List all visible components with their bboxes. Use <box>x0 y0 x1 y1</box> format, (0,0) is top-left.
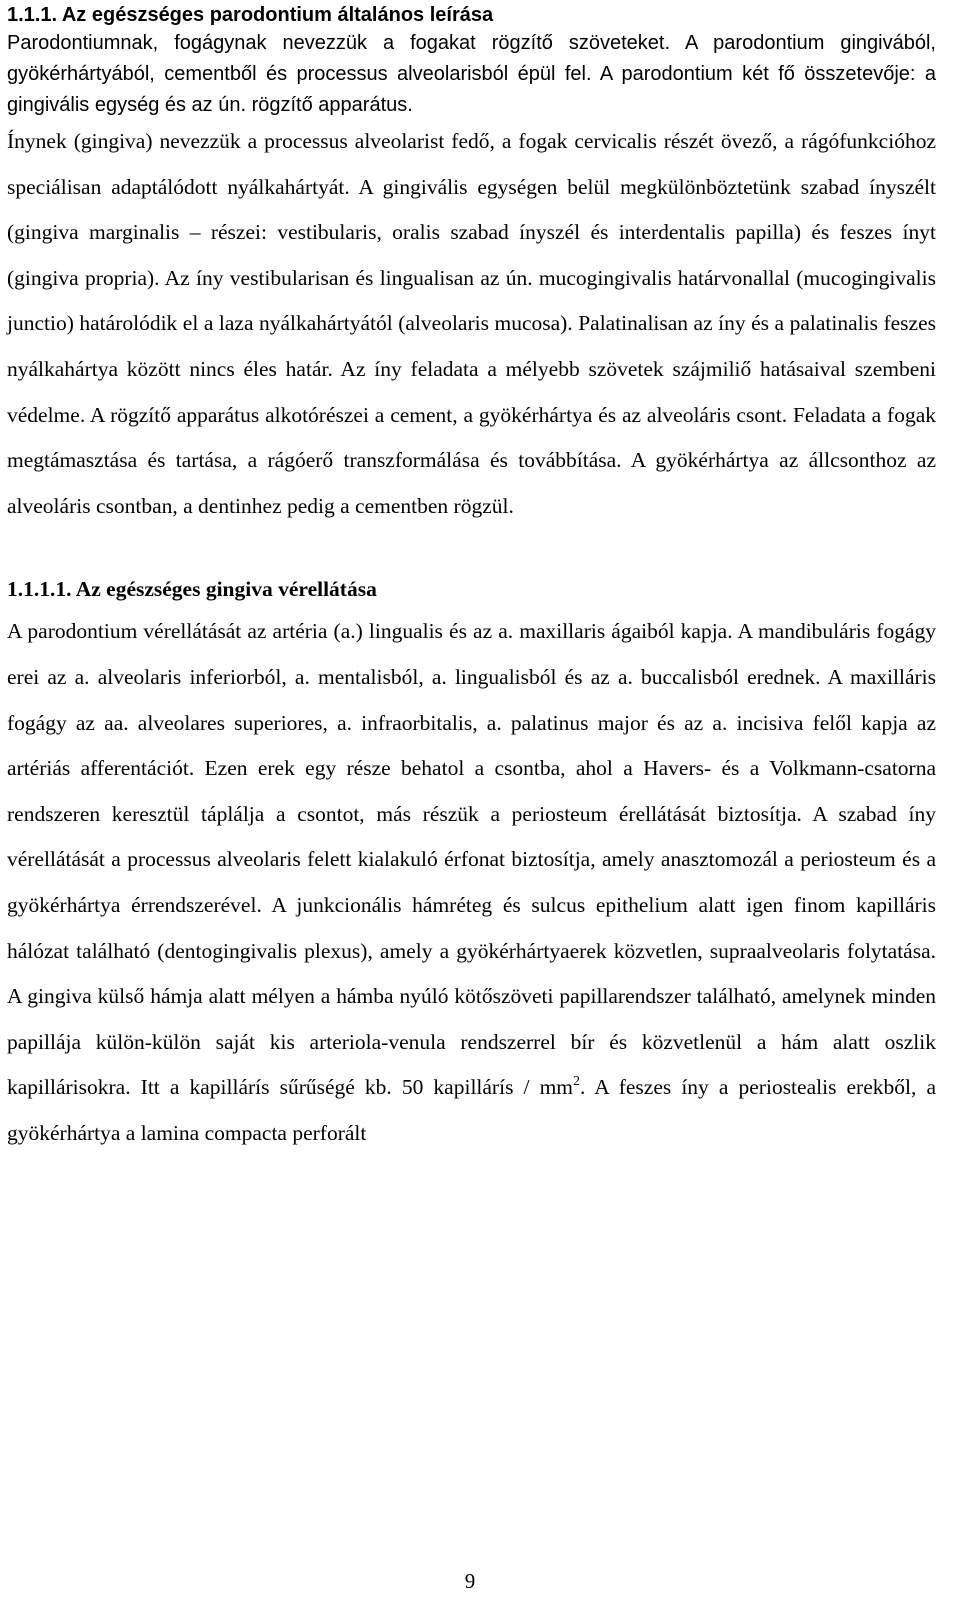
blood-supply-paragraph <box>7 609 936 1156</box>
subsection-heading-number: 1.1.1.1. <box>7 577 72 602</box>
superscript-two: 2 <box>573 1074 581 1090</box>
subsection-heading <box>7 569 936 609</box>
page-number: 9 <box>464 1569 476 1593</box>
blood-supply-text: A parodontium vérellátását az artéria (a.) lingualis és az a. maxillaris ágaiból kapja. A mandibuláris fogágy erei az a. alveolaris inferiorból, a. mentalisból, a. lingualisból és az a. buccalisból erednek. A maxilláris fogágy az aa. alveolares superiores, a. infraorbitalis, a. palatinus major és az a. incisiva felől kapja az artériás afferentációt. Ezen erek egy része behatol a csontba, ahol a Havers- és a Volkmann-csatorna rendszeren keresztül táplálja a csontot, más részük a periosteum érellátását biztosítja. A szabad íny vérellátását a processus alveolaris felett kialakuló érfonat biztosítja, amely anasztomozál a periosteum és a gyökérhártya érrendszerével. A junkcionális hámréteg és sulcus epithelium alatt igen finom kapilláris hálózat található (dentogingivalis plexus), amely a gyökérhártyaerek közvetlen, supraalveolaris folytatása. A gingiva külső hámja alatt mélyen a hámba nyúló kötőszöveti papillarendszer található, amelynek minden papillája külön-külön saját kis arteriola-venula rendszerrel bír és közvetlenül a hám alatt oszlik kapillárisokra. Itt a kapillárís sűrűségé kb. 50 kapillárís / mm <box>7 619 936 1100</box>
document-page <box>7 0 936 1156</box>
blood-supply-text-continued: . A feszes íny a periostealis erekből, a gyökérhártya a lamina compacta perforált <box>7 1075 936 1145</box>
section-heading: 1.1.1. Az egészséges parodontium általános leírása <box>7 4 494 26</box>
subsection-heading-title: Az egészséges gingiva vérellátása <box>75 577 377 602</box>
gingiva-paragraph: Ínynek (gingiva) nevezzük a processus alveolarist fedő, a fogak cervicalis részét övező, a rágófunkcióhoz speciálisan adaptálódott nyálkahártyát. A gingivális egységen belül megkülönböztetünk szabad ínyszélt (gingiva marginalis – részei: vestibularis, oralis szabad ínyszél és interdentalis papilla) és feszes ínyt (gingiva propria). Az íny vestibularisan és lingualisan az ún. mucogingivalis határvonallal (mucogingivalis junctio) határolódik el a laza nyálkahártyától (alveolaris mucosa). Palatinalisan az íny és a palatinalis feszes nyálkahártya között nincs éles határ. Az íny feladata a mélyebb szövetek szájmiliő hatásaival szembeni védelme. A rögzítő apparátus alkotórészei a cement, a gyökérhártya és az alveoláris csont. Feladata a fogak megtámasztása és tartása, a rágóerő transzformálása és továbbítása. A gyökérhártya az állcsonthoz az alveoláris csontban, a dentinhez pedig a cementben rögzül. <box>7 129 936 518</box>
intro-paragraph: Parodontiumnak, fogágynak nevezzük a fogakat rögzítő szöveteket. A parodontium gingivából, gyökérhártyából, cementből és processus alveolarisból épül fel. A parodontium két fő összetevője: a gingivális egység és az ún. rögzítő apparátus. <box>7 32 936 116</box>
